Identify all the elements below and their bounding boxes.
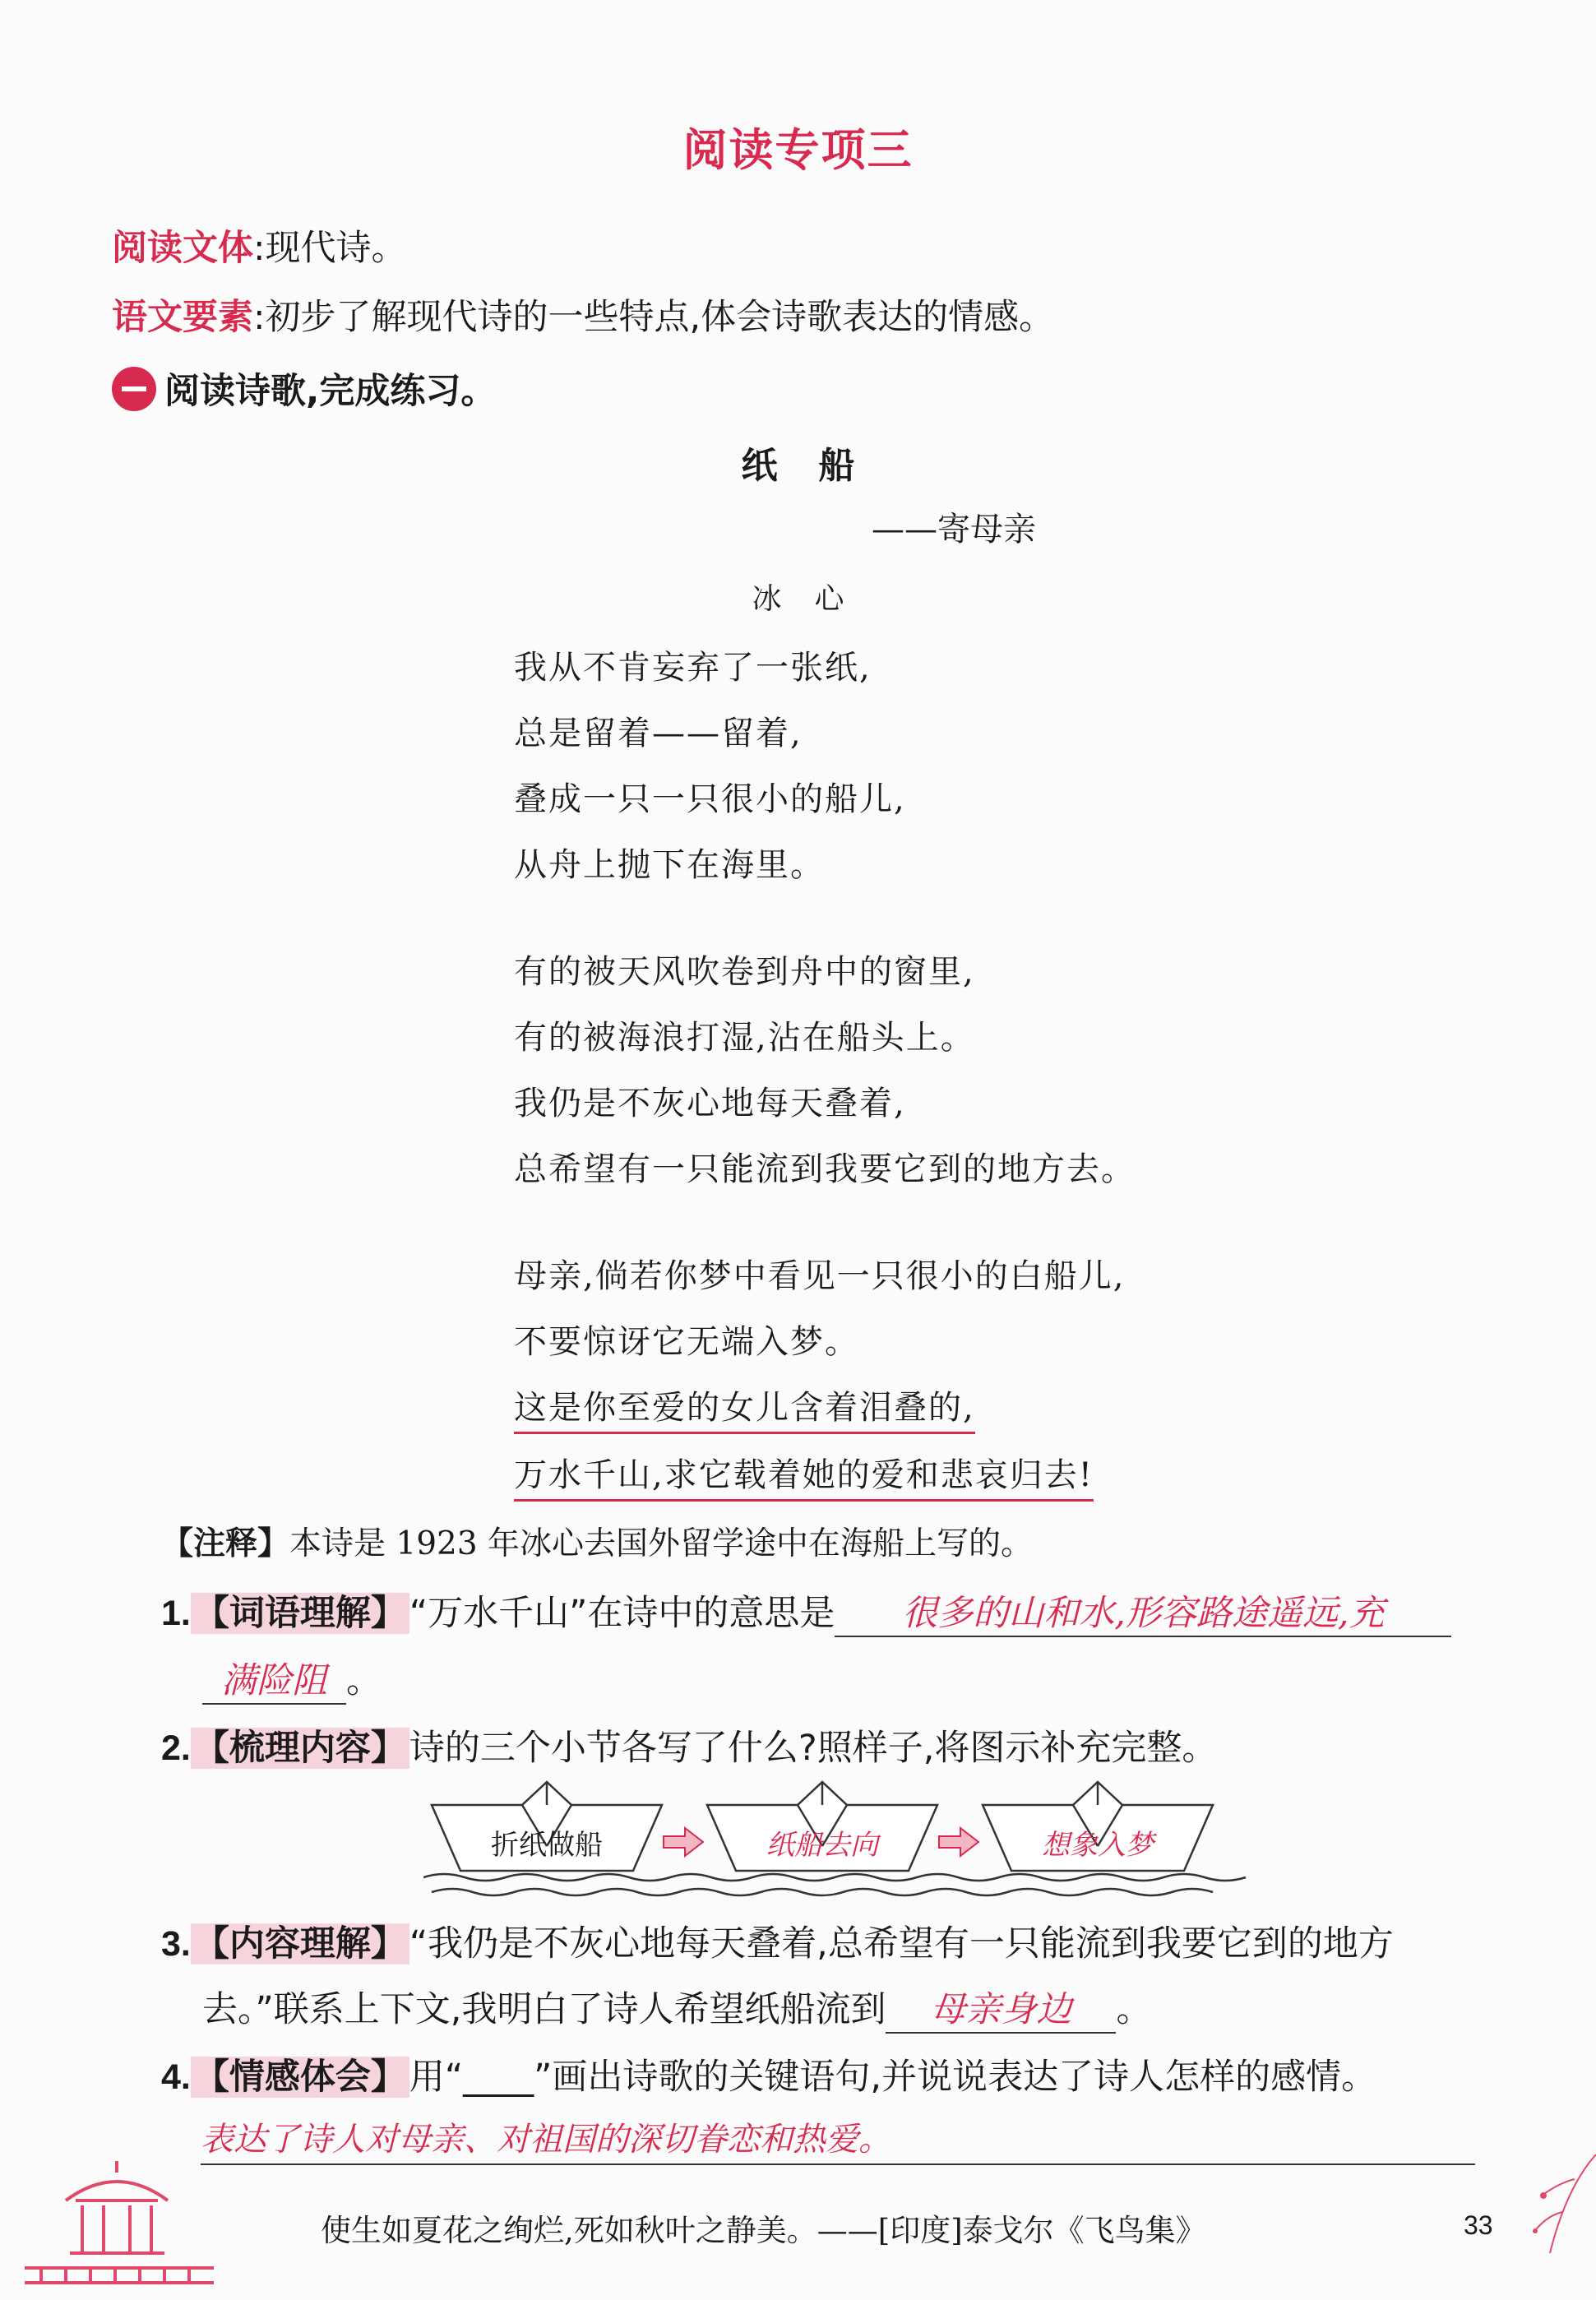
boat-answer-3[interactable]: 想象入梦 bbox=[1042, 1829, 1154, 1862]
poem-line: 我仍是不灰心地每天叠着, bbox=[514, 1085, 906, 1122]
question-1-cont bbox=[202, 1653, 382, 1705]
poem-line: 叠成一只一只很小的船儿, bbox=[514, 780, 906, 818]
question-end: 。 bbox=[346, 1660, 382, 1701]
question-tag: 【梳理内容】 bbox=[191, 1728, 409, 1769]
question-text: 诗的三个小节各写了什么?照样子,将图示补充完整。 bbox=[409, 1728, 1218, 1769]
section-header bbox=[112, 363, 496, 414]
footer-quote: 使生如夏花之绚烂,死如秋叶之静美。——[印度]泰戈尔《飞鸟集》 bbox=[321, 2213, 1206, 2248]
genre-line bbox=[112, 220, 407, 271]
answer-field[interactable]: 很多的山和水,形容路途遥远,充 bbox=[835, 1585, 1451, 1637]
poem-line bbox=[514, 1449, 1094, 1496]
section-label: 阅读诗歌,完成练习。 bbox=[164, 371, 497, 412]
boat-answer-2[interactable]: 纸船去向 bbox=[766, 1829, 878, 1862]
question-number: 4. bbox=[161, 2057, 191, 2097]
pavilion-decoration bbox=[25, 2154, 214, 2300]
poem-line: 有的被天风吹卷到舟中的窗里, bbox=[514, 953, 975, 991]
focus-value: :初步了解现代诗的一些特点,体会诗歌表达的情感。 bbox=[253, 297, 1055, 338]
question-1 bbox=[161, 1585, 1451, 1637]
question-3 bbox=[161, 1916, 1394, 1966]
question-text: “我仍是不灰心地每天叠着,总希望有一只能流到我要它到的地方 bbox=[409, 1923, 1394, 1964]
focus-line bbox=[112, 289, 1054, 340]
blossom-branch-decoration bbox=[1525, 2138, 1596, 2270]
flow-arrow-1 bbox=[664, 1828, 703, 1856]
question-end: 。 bbox=[1116, 1989, 1152, 2030]
question-tag: 【情感体会】 bbox=[191, 2057, 409, 2098]
poem-note bbox=[161, 1518, 1033, 1564]
question-tag: 【内容理解】 bbox=[191, 1923, 409, 1964]
question-text: 去。”联系上下文,我明白了诗人希望纸船流到 bbox=[202, 1989, 886, 2030]
question-tag: 【词语理解】 bbox=[191, 1593, 409, 1634]
poem-line: 母亲,倘若你梦中看见一只很小的白船儿, bbox=[514, 1257, 1126, 1295]
question-3-cont bbox=[202, 1982, 1151, 2034]
poem-line bbox=[514, 1381, 975, 1428]
page-title: 阅读专项三 bbox=[682, 124, 914, 176]
genre-label: 阅读文体 bbox=[112, 228, 253, 269]
answer-line[interactable]: 表达了诗人对母亲、对祖国的深切眷恋和热爱。 bbox=[201, 2113, 1475, 2165]
answer-field[interactable]: 满险阻 bbox=[202, 1653, 346, 1705]
question-number: 1. bbox=[161, 1594, 191, 1633]
section-number-badge bbox=[112, 367, 156, 411]
answer-field[interactable]: 母亲身边 bbox=[886, 1982, 1116, 2034]
boat-label-1: 折纸做船 bbox=[491, 1829, 603, 1862]
water-waves bbox=[423, 1874, 1246, 1895]
question-text: “万水千山”在诗中的意思是 bbox=[409, 1593, 835, 1634]
question-number: 3. bbox=[161, 1924, 191, 1964]
boat-flow-diagram bbox=[423, 1780, 1262, 1904]
poem-subtitle: ——寄母亲 bbox=[872, 511, 1036, 548]
note-text: 本诗是 1923 年冰心去国外留学途中在海船上写的。 bbox=[289, 1525, 1034, 1562]
poem-line: 总希望有一只能流到我要它到的地方去。 bbox=[514, 1150, 1136, 1188]
underlined-key-line: 万水千山,求它载着她的爱和悲哀归去! bbox=[514, 1456, 1094, 1502]
question-number: 2. bbox=[161, 1728, 191, 1768]
question-2 bbox=[161, 1720, 1217, 1770]
poem-author: 冰心 bbox=[752, 582, 877, 616]
question-4 bbox=[161, 2049, 1376, 2099]
page-number: 33 bbox=[1464, 2210, 1493, 2240]
note-label: 【注释】 bbox=[161, 1525, 290, 1562]
poem-line: 总是留着——留着, bbox=[514, 715, 803, 752]
focus-label: 语文要素 bbox=[112, 297, 253, 338]
poem-title: 纸船 bbox=[741, 445, 896, 487]
poem-line: 从舟上抛下在海里。 bbox=[514, 846, 825, 884]
genre-value: :现代诗。 bbox=[253, 228, 407, 269]
poem-line: 我从不肯妄弃了一张纸, bbox=[514, 649, 872, 687]
underlined-key-line: 这是你至爱的女儿含着泪叠的, bbox=[514, 1389, 975, 1434]
poem-line: 不要惊讶它无端入梦。 bbox=[514, 1323, 859, 1361]
flow-arrow-2 bbox=[939, 1828, 978, 1856]
poem-line: 有的被海浪打湿,沾在船头上。 bbox=[514, 1019, 975, 1057]
question-text: 用“____”画出诗歌的关键语句,并说说表达了诗人怎样的感情。 bbox=[409, 2057, 1377, 2098]
